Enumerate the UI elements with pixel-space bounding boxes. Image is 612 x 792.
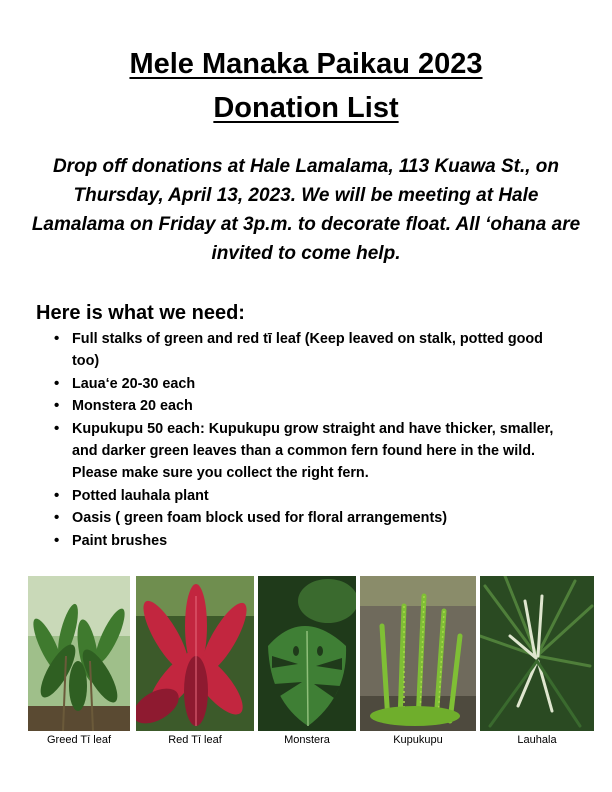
title-line-1: Mele Manaka Paikau 2023 xyxy=(129,48,483,80)
green-ti-leaf-photo xyxy=(28,576,130,731)
list-item: • Laua‘e 20-30 each xyxy=(52,373,572,395)
plant-photos xyxy=(28,576,594,731)
kupukupu-photo xyxy=(360,576,476,731)
needs-heading: Here is what we need: xyxy=(36,302,245,324)
monstera-photo xyxy=(258,576,356,731)
list-item: • Paint brushes xyxy=(52,530,572,552)
red-ti-leaf-photo xyxy=(136,576,254,731)
page-title xyxy=(0,42,612,130)
photo-caption: Red Tī leaf xyxy=(168,734,222,746)
photo-caption: Lauhala xyxy=(517,734,557,746)
list-item: • Monstera 20 each xyxy=(52,395,572,417)
list-item: • Potted lauhala plant xyxy=(52,485,572,507)
list-item: • Oasis ( green foam block used for floral arrangements) xyxy=(52,507,572,529)
needs-list xyxy=(52,328,572,552)
lauhala-photo xyxy=(480,576,594,731)
title-line-2: Donation List xyxy=(213,92,399,124)
list-item: • Full stalks of green and red tī leaf (Keep leaved on stalk, potted good too) xyxy=(52,328,572,373)
photo-caption: Kupukupu xyxy=(393,734,443,746)
photo-caption: Greed Tī leaf xyxy=(47,734,111,746)
list-item: • Kupukupu 50 each: Kupukupu grow straight and have thicker, smaller, and darker green leaves than a common fern found here in the wild. Please make sure you collect the right fern. xyxy=(52,418,572,485)
photo-captions xyxy=(28,732,594,750)
photo-caption: Monstera xyxy=(284,734,330,746)
drop-off-instructions: Drop off donations at Hale Lamalama, 113 Kuawa St., on Thursday, April 13, 2023. We will be meeting at Hale Lamalama on Friday at 3p.m. to decorate float. All ‘ohana are invited to come help. xyxy=(31,156,581,264)
